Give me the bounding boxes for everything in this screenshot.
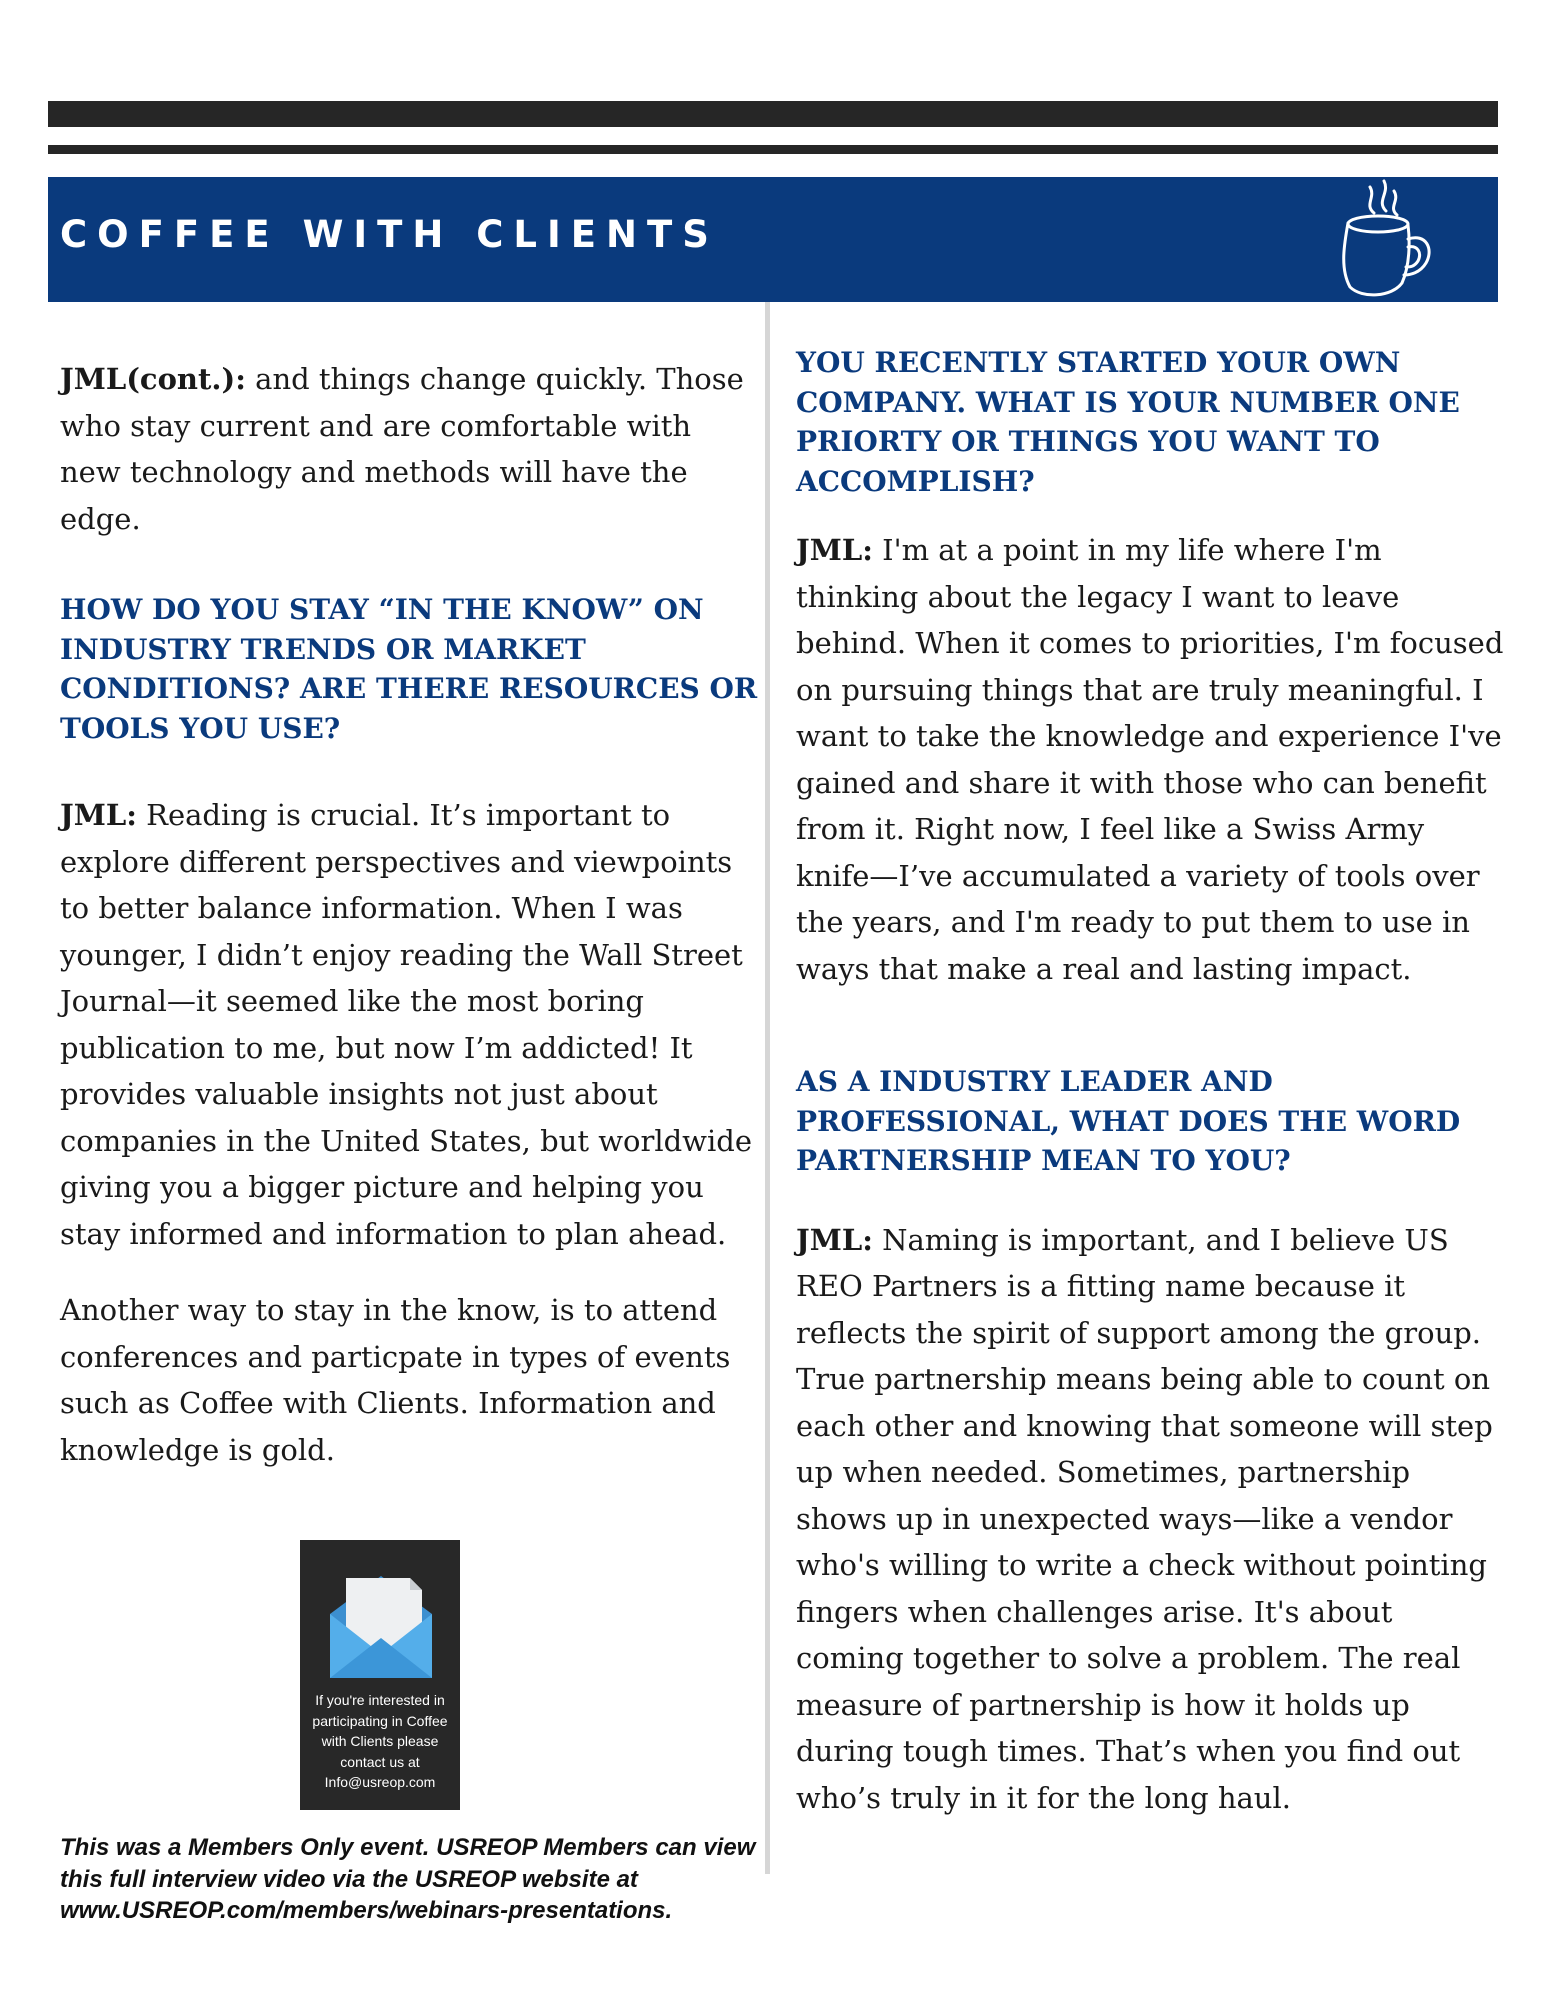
speaker-label: JML: — [796, 1222, 873, 1257]
header-rule-thin — [48, 145, 1498, 154]
question-heading: AS A INDUSTRY LEADER AND PROFESSIONAL, WHAT DOES THE WORD PARTNERSHIP MEAN TO YOU? — [796, 1065, 1461, 1177]
right-column — [796, 343, 1506, 1821]
speaker-label: JML: — [60, 798, 137, 832]
paragraph-text: and things change quickly. Those who stay current and are comfortable with new technology and methods will have the edge. — [60, 362, 744, 536]
intro-paragraph — [60, 356, 760, 542]
paragraph-text: I'm at a point in my life where I'm thinking about the legacy I want to leave behind. When it comes to priorities, I'm focused on pursuing things that are truly meaningful. I want to take the knowledge and experience I've gained and share it with those who can benefit from it. Right now, I feel like a Swiss Army knife—I’ve accumulated a variety of tools over the years, and I'm ready to put them to use in ways that make a real and lasting impact. — [796, 533, 1504, 986]
title-banner — [48, 177, 1498, 302]
header-rule-thick — [48, 101, 1498, 127]
speaker-label: JML(cont.): — [60, 362, 246, 396]
speaker-label: JML: — [796, 533, 873, 567]
left-column — [60, 356, 760, 1473]
coffee-mug-icon — [1330, 179, 1440, 299]
paragraph-text: Naming is important, and I believe US REO Partners is a fitting name because it reflects the spirit of support among the group. True partnership means being able to count on each other and knowing that someone will step up when needed. Sometimes, partnership shows up in unexpected ways—like a vendor who's willing to write a check without pointing fingers when challenges arise. It's about coming together to solve a problem. The real measure of partnership is how it holds up during tough times. That’s when you find out who’s truly in it for the long haul. — [796, 1222, 1493, 1815]
page-title: COFFEE WITH CLIENTS — [60, 213, 719, 256]
envelope-icon — [330, 1568, 432, 1678]
question-heading: HOW DO YOU STAY “IN THE KNOW” ON INDUSTRY TRENDS OR MARKET CONDITIONS? ARE THERE RESOURCES OR TOOLS YOU USE? — [60, 593, 758, 745]
paragraph-text: Reading is crucial. It’s important to explore different perspectives and viewpoints to better balance information. When I was younger, I didn’t enjoy reading the Wall Street Journal—it seemed like the most boring publication to me, but now I’m addicted! It provides valuable insights not just about companies in the United States, but worldwide giving you a bigger picture and helping you stay informed and information to plan ahead. — [60, 798, 753, 1251]
answer-paragraph: Another way to stay in the know, is to attend conferences and particpate in types of events such as Coffee with Clients. Information and knowledge is gold. — [60, 1293, 731, 1467]
members-footnote: This was a Members Only event. USREOP Members can view this full interview video via the USREOP website at www.USREOP.com/members/webinars-presentations. — [60, 1834, 756, 1924]
answer-paragraph — [796, 527, 1506, 992]
contact-card — [300, 1540, 460, 1810]
contact-text: If you're interested in participating in Coffee with Clients please contact us at Info@usreop.com — [312, 1692, 448, 1790]
column-divider — [765, 302, 770, 1874]
question-heading: YOU RECENTLY STARTED YOUR OWN COMPANY. WHAT IS YOUR NUMBER ONE PRIORTY OR THINGS YOU WANT TO ACCOMPLISH? — [796, 346, 1460, 498]
answer-paragraph — [60, 792, 760, 1257]
answer-paragraph — [796, 1217, 1506, 1822]
